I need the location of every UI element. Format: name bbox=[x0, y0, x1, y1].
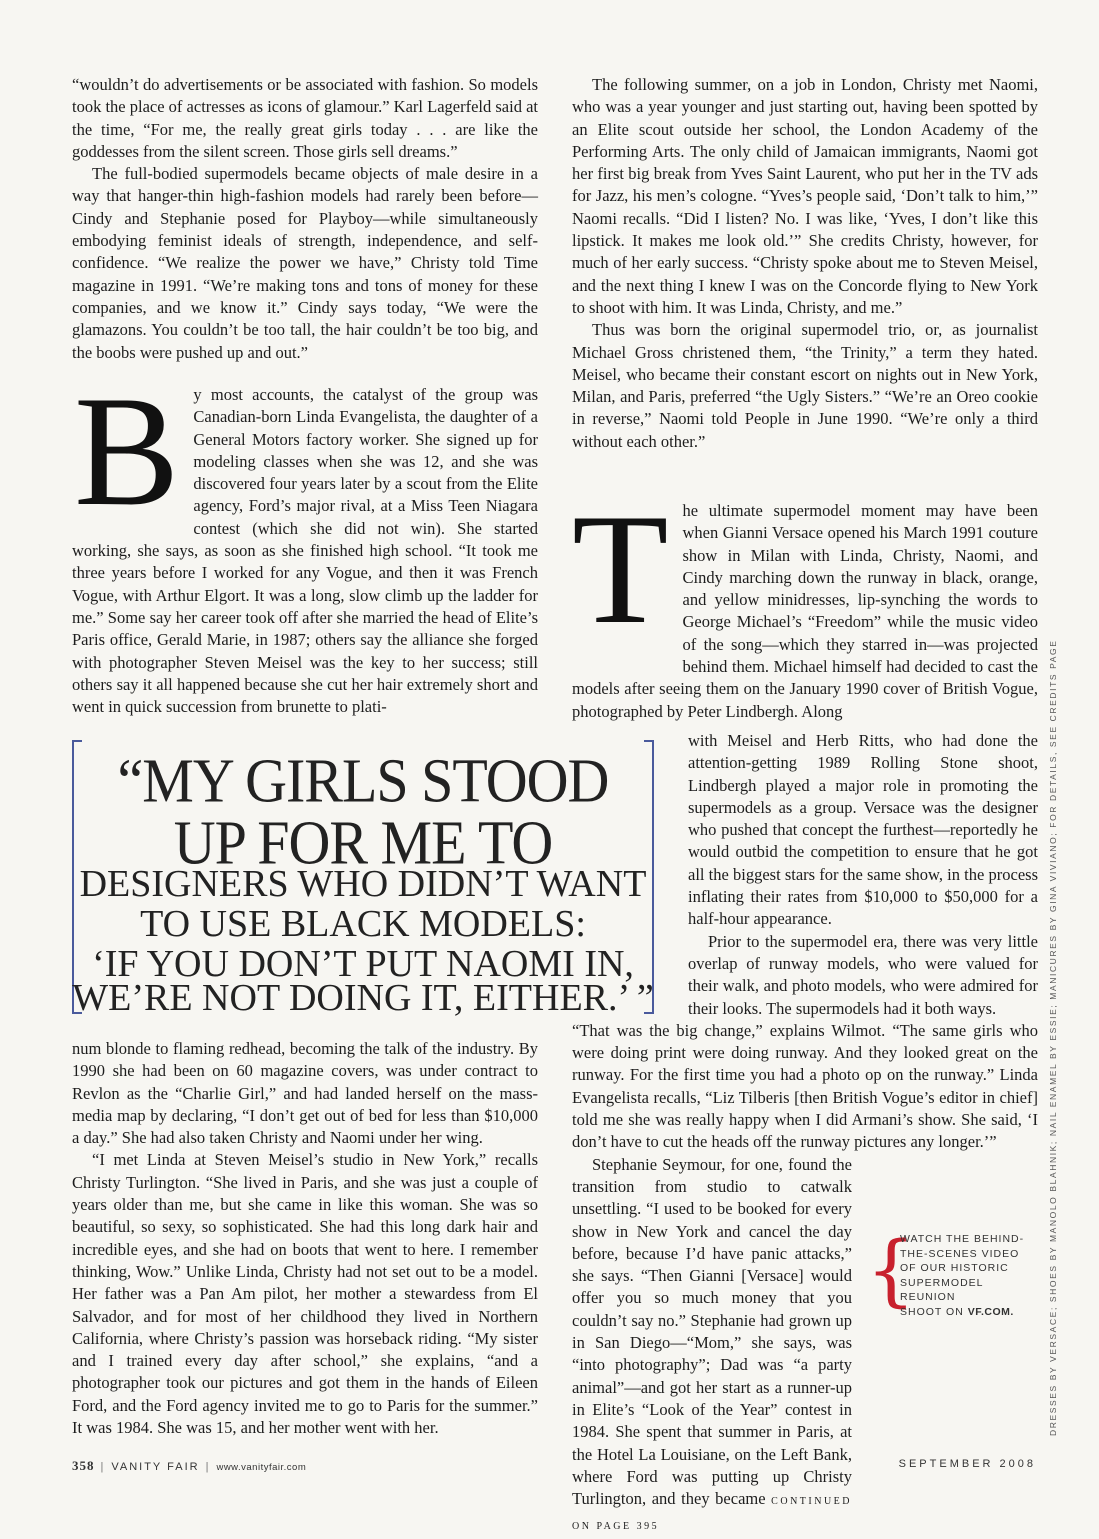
magazine-url[interactable]: www.vanityfair.com bbox=[216, 1462, 307, 1473]
article-column-right-mid bbox=[572, 730, 1038, 1539]
dropcap-letter: T bbox=[572, 482, 669, 657]
article-paragraph: The following summer, on a job in London, Christy met Naomi, who was a year younger and just starting out, having been spotted by an Elite scout outside her school, the London Academy of the Performing Arts. The only child of Jamaican immigrants, Naomi got her first big break from Yves Saint Laurent, who put her in the TV ads for Jazz, his men’s cologne. “Yves’s people said, ‘Don’t talk to him,’” Naomi recalls. “Did I listen? No. I was like, ‘Yves, I don’t like this lipstick. It makes me look old.’” She credits Christy, however, for much of her early success. “Christy spoke about me to Steven Meisel, and the next thing I knew I was on the Concorde flying to New York to shoot with him. It was Linda, Christy, and me.” bbox=[572, 75, 1038, 317]
article-column-left-bottom bbox=[72, 1038, 538, 1439]
indented-block bbox=[688, 730, 1038, 1020]
callout-line: THE-SCENES VIDEO bbox=[900, 1247, 1020, 1260]
photo-credit: DRESSES BY VERSACE; SHOES BY MANOLO BLAHNIK; NAIL ENAMEL BY ESSIE; MANICURES BY GINA VIVIANO; FOR DETAILS, SEE CREDITS PAGE bbox=[1048, 639, 1058, 1436]
article-paragraph: Prior to the supermodel era, there was very little overlap of runway models, who were valued for their walk, and photo models, who were admired for their looks. The supermodels had it both ways. bbox=[688, 931, 1038, 1018]
article-paragraph: he ultimate supermodel moment may have been when Gianni Versace opened his March 1991 couture show in Milan with Linda, Christy, Naomi, and Cindy marching down the runway in black, orange, and yellow minidresses, lip-synching the words to George Michael’s “Freedom” while the music video of the song—which they starred in—was projected behind them. Michael himself had decided to cast the models after seeing them on the January 1990 cover of British Vogue, photographed by Peter Lindbergh. Along bbox=[572, 501, 1038, 721]
article-paragraph: “That was the big change,” explains Wilmot. “The same girls who were doing print were doing runway. And they looked great on the runway. For the first time you had a photo op on the runway.” Linda Evangelista recalls, “Liz Tilberis [then British Vogue’s editor in chief] told me she was really happy when I did Armani’s show. She said, ‘I don’t have to cut the heads off the runway pictures any longer.’” bbox=[572, 1020, 1038, 1152]
pull-quote-line: “MY GIRLS STOOD bbox=[117, 745, 609, 816]
pull-quote-line: TO USE BLACK MODELS: bbox=[140, 903, 586, 945]
callout-line: WATCH THE BEHIND- bbox=[900, 1233, 1025, 1245]
page-number: 358 bbox=[72, 1458, 95, 1473]
dropcap-paragraph-t bbox=[572, 482, 1038, 723]
article-paragraph: y most accounts, the catalyst of the group was Canadian-born Linda Evangelista, the daughter of a General Motors factory worker. She signed up for modeling classes when she was 12, and she was discovered four years later by a scout from the Elite agency, Ford’s major rival, at a Miss Teen Niagara contest (which she did not win). She started working, she says, as soon as she finished high school. “It took me three years before I worked for any Vogue, and then it was French Vogue, with Arthur Elgort. It was a long, slow climb up the ladder for me.” Some say her career took off after she married the head of Elite’s Paris office, Gerald Marie, in 1987; others say the alliance she forged with photographer Steven Meisel was the key to her success; still others say it all happened because she cut her hair extremely short and went in quick succession from brunette to plati- bbox=[72, 385, 538, 717]
dropcap-paragraph-b bbox=[72, 364, 538, 718]
callout-line: SUPERMODEL REUNION bbox=[900, 1276, 984, 1304]
article-paragraph: “I met Linda at Steven Meisel’s studio in New York,” recalls Christy Turlington. “She lived in Paris, and she was just a couple of years older than me, but she came in like this woman. She was so beautiful, so sexy, so sophisticated. She had this long dark hair and incredible eyes, and she had on boots that went to here. I remember thinking, Wow.” Unlike Linda, Christy had not set out to be a model. Her father was a Pan Am pilot, her mother a stewardess from El Salvador, and for most of her childhood they lived in Northern California, where Christy’s passion was horseback riding. “My sister and I trained every day after school,” she explains, “and a photographer took our pictures and got them in the hands of Eileen Ford, and the Ford agency invited me to go to Paris for the summer.” It was 1984. She was 15, and her mother went with her. bbox=[72, 1150, 538, 1438]
dropcap-letter: B bbox=[74, 364, 180, 539]
article-column-left-top bbox=[72, 74, 538, 364]
callout-line: OF OUR HISTORIC bbox=[900, 1262, 1009, 1275]
continued-label: CONTINUED ON PAGE 395 bbox=[572, 1496, 852, 1533]
article-paragraph: The full-bodied supermodels became objects of male desire in a way that hanger-thin high-fashion models had rarely been before—Cindy and Stephanie posed for Playboy—while simultaneously embodying feminist ideals of strength, independence, and self-confidence. “We realize the power we have,” Christy told Time magazine in 1991. “We’re making tons and tons of money for these companies, and we know it.” Cindy says today, “We were the glamazons. You couldn’t be too tall, the hair couldn’t be too big, and the boobs were pushed up and out.” bbox=[72, 164, 538, 362]
callout-link[interactable]: VF.COM. bbox=[967, 1305, 1014, 1318]
pull-quote-line: ‘IF YOU DON’T PUT NAOMI IN, bbox=[92, 943, 634, 985]
paragraph-text: Stephanie Seymour, for one, found the transition from studio to catwalk unsettling. “I used to be booked for every show in New York and cancel the day before, because I’d have panic attacks,” she says. “Then Gianni [Versace] would offer you so much money that you couldn’t say no.” Stephanie had grown up in San Diego—“Mom,” she says, was “into photography”; Dad was “a party animal”—and got her start as a runner-up in Elite’s “Look of the Year” contest in 1984. She spent that summer in Paris, at the Hotel La Louisiane, on the Left Bank, where Ford was putting up Christy Turlington, and they became bbox=[572, 1154, 852, 1509]
article-paragraph: num blonde to flaming redhead, becoming the talk of the industry. By 1990 she had been on 60 magazine covers, was under contract to Revlon as the “Charlie Girl,” and had landed herself on the mass-media map by declaring, “I don’t get out of bed for less than $10,000 a day.” She had also taken Christy and Naomi under her wing. bbox=[72, 1039, 538, 1148]
article-paragraph: “wouldn’t do advertisements or be associated with fashion. So models took the place of actresses as icons of glamour.” Karl Lagerfeld said at the time, “For me, the really great girls today . . . are like the goddesses from the silent screen. Those girls sell dreams.” bbox=[72, 75, 538, 161]
issue-date: SEPTEMBER 2008 bbox=[898, 1458, 1036, 1470]
pull-quote bbox=[72, 740, 654, 1019]
brace-icon: { bbox=[866, 1226, 916, 1316]
article-paragraph: Thus was born the original supermodel trio, or, as journalist Michael Gross christened them, “the Trinity,” a term they hated. Meisel, who became their constant escort on nights out in New York, Milan, and Paris, preferred “the Ugly Sisters.” “We’re an Oreo cookie in reverse,” Naomi told People in June 1990. “We’re only a third without each other.” bbox=[572, 320, 1038, 451]
pull-quote-line: UP FOR ME TO bbox=[173, 807, 553, 878]
pull-quote-line: WE’RE NOT DOING IT, EITHER.’ ” bbox=[72, 977, 654, 1019]
footer-folio: 358 | VANITY FAIR | www.vanityfair.com bbox=[72, 1458, 307, 1473]
callout-text bbox=[900, 1232, 1040, 1320]
article-paragraph: with Meisel and Herb Ritts, who had done the attention-getting 1989 Rolling Stone shoot, Lindbergh played a major role in promoting the supermodels as a group. Versace was the designer who pushed that concept the furthest—reportedly he would outbid the competition to ensure that he got all the biggest stars for the same show, in the process inflating their rates from $10,000 to $50,000 for a half-hour appearance. bbox=[688, 731, 1038, 929]
pull-quote-line: DESIGNERS WHO DIDN’T WANT bbox=[79, 863, 647, 905]
article-paragraph bbox=[572, 1154, 852, 1539]
magazine-name: VANITY FAIR bbox=[111, 1461, 200, 1473]
callout-line: SHOOT ON VF.COM. bbox=[900, 1305, 1014, 1318]
article-column-right-top bbox=[572, 74, 1038, 453]
